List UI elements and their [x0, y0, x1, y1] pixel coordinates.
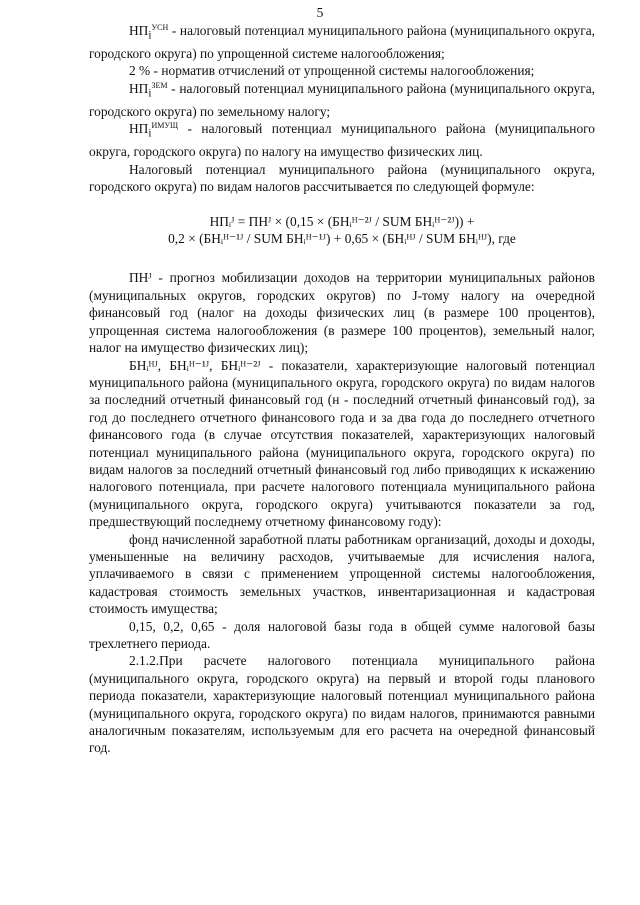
- paragraph-pn-definition: ПНᴶ - прогноз мобилизации доходов на территории муниципальных районов (муниципальных округов, городских округов) по J-тому налогу на очередной финансовый год (налог на доходы физических лиц (в размере 100 процентов), упрощенная система налогообложения (в размере 100 процентов), земельный налог, налог на имущество физических лиц);: [89, 270, 595, 356]
- paragraph-formula-intro: Налоговый потенциал муниципального района (муниципального округа, городского округа) по видам налогов рассчитывается по следующей формуле:: [89, 161, 595, 195]
- paragraph-coefficients: 0,15, 0,2, 0,65 - доля налоговой базы года в общей сумме налоговой базы трехлетнего периода.: [89, 618, 595, 652]
- paragraph-np-imush: $НП_i^{ИМУЩ}$ - налоговый потенциал муниципального района (муниципального округа, городского округа) по налогу на имущество физических лиц.: [89, 121, 595, 160]
- paragraph-fund-list: фонд начисленной заработной платы работникам организаций, доходы и доходы, уменьшенные на величину расходов, учитываемые для исчисления налога, уплачиваемого в связи с применением упрощенной системы налогообложения, кадастровая стоимость земельных участков, инвентаризационная и кадастровая стоимость имущества;: [89, 531, 595, 617]
- formula-line-2: 0,2 × (БНᵢᴴ⁻¹ᴶ / SUM БНᵢᴴ⁻¹ᴶ) + 0,65 × (БНᵢᴴᴶ / SUM БНᵢᴴᴶ), где: [168, 231, 516, 247]
- paragraph-np-zem: $НП_i^{ЗЕМ}$ - налоговый потенциал муниципального района (муниципального округа, городского округа) по земельному налогу;: [89, 80, 595, 119]
- paragraph-2-1-2: 2.1.2.При расчете налогового потенциала муниципального района (муниципального округа, городского округа) на первый и второй годы планового периода показатели, характеризующие налоговый потенциал муниципального района (муниципального округа, городского округа) по видам налогов, принимаются равными аналогичным показателям, используемым для его расчета на очередной финансовый год.: [89, 653, 595, 756]
- document-body: [89, 22, 595, 757]
- symbol-np: НП: [129, 23, 149, 38]
- symbol-np: НП: [129, 80, 149, 96]
- page-number: 5: [316, 5, 324, 20]
- paragraph-np-usn: $НП_i^{УСН}$ - налоговый потенциал муниципального района (муниципального округа, городского округа) по упрощенной системе налогообложения;: [89, 23, 595, 62]
- paragraph-normative: 2 % - норматив отчислений от упрощенной системы налогообложения;: [129, 63, 535, 79]
- paragraph-bn-definition: БНᵢᴴᴶ, БНᵢᴴ⁻¹ᴶ, БНᵢᴴ⁻²ᴶ - показатели, характеризующие налоговый потенциал муниципального района (муниципального округа, городского округа) по видам налогов за последний отчетный финансовый год (н - последний отчетный финансовый год), за год до последнего отчетного финансового года и за два года до последнего отчетного финансового года (в случае отсутствия показателей, характеризующих налоговый потенциал муниципального района (муниципального округа, городского округа) по видам налогов за последний отчетный финансовый год либо приводящих к искажению налогового потенциала, при расчете налогового потенциала муниципального района (муниципального округа, городского округа) учитываются показатели за год, предшествующий последнему отчетному финансовому году):: [89, 357, 595, 530]
- symbol-np: НП: [129, 121, 149, 137]
- formula-line-1: НПᵢᴶ = ПНᴶ × (0,15 × (БНᵢᴴ⁻²ᴶ / SUM БНᵢᴴ⁻²ᴶ)) +: [209, 213, 475, 229]
